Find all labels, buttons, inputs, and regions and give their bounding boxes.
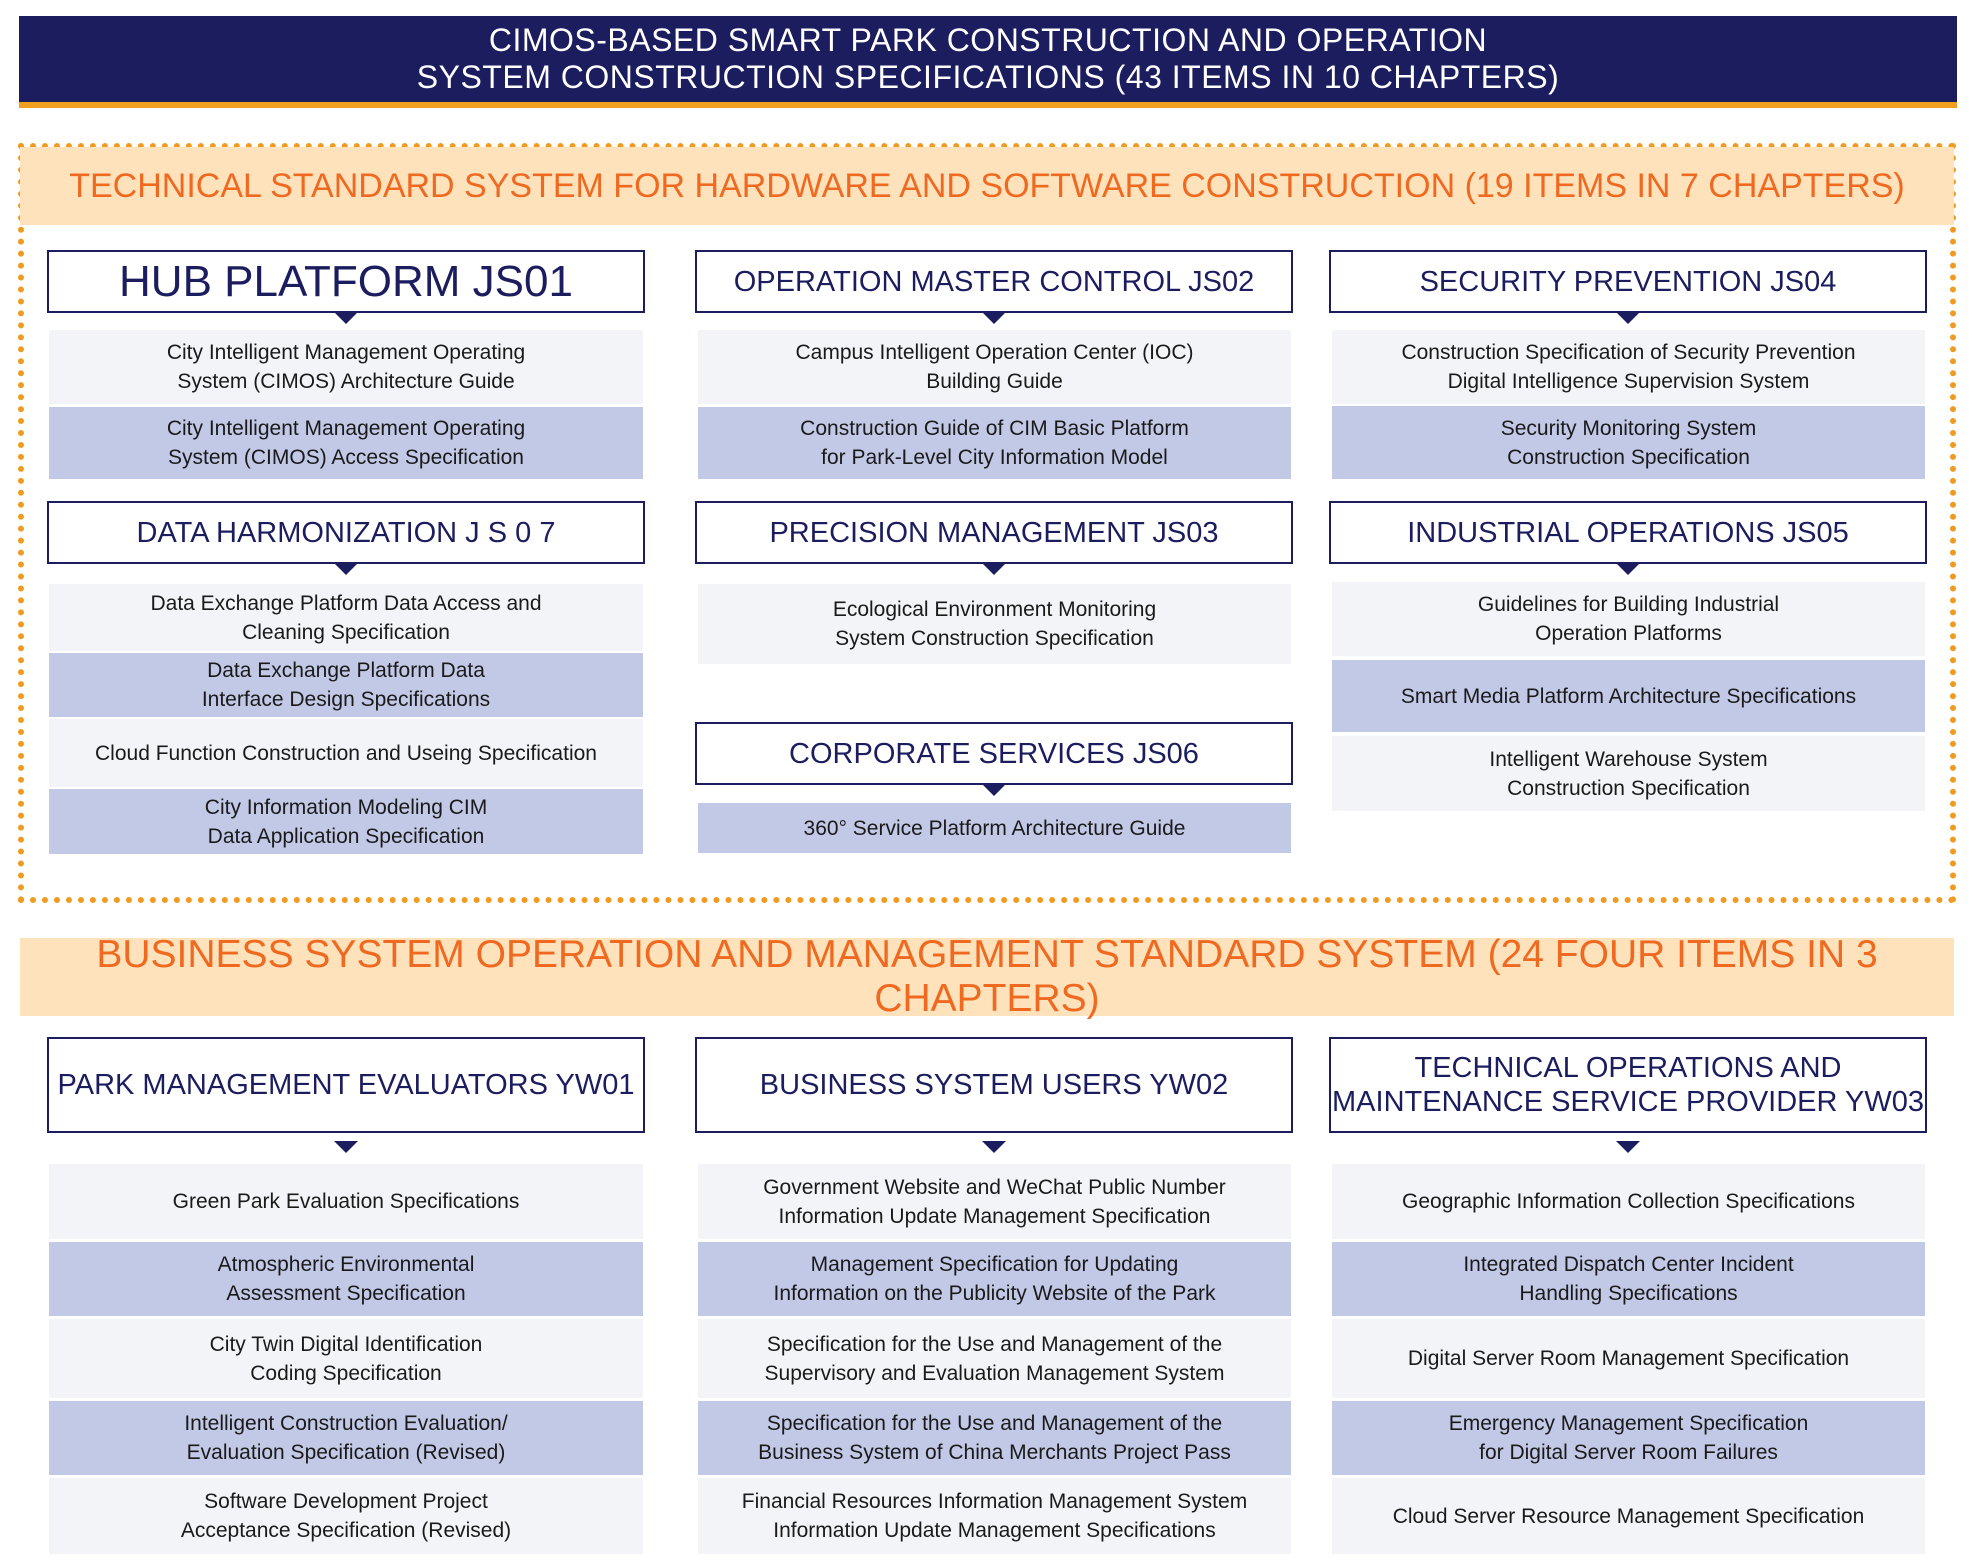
spec-item: Construction Specification of Security Prevention Digital Intelligence Supervision System: [1332, 330, 1925, 404]
spec-item: Intelligent Construction Evaluation/ Evaluation Specification (Revised): [49, 1401, 643, 1475]
spec-item: Cloud Server Resource Management Specification: [1332, 1478, 1925, 1554]
spec-item: Security Monitoring System Construction Specification: [1332, 406, 1925, 479]
category-technical-operations-yw03: TECHNICAL OPERATIONS AND MAINTENANCE SERVICE PROVIDER YW03: [1329, 1037, 1927, 1133]
category-park-management-evaluators-yw01: PARK MANAGEMENT EVALUATORS YW01: [47, 1037, 645, 1133]
spec-item: Intelligent Warehouse System Construction Specification: [1332, 736, 1925, 811]
business-section-title: BUSINESS SYSTEM OPERATION AND MANAGEMENT STANDARD SYSTEM (24 FOUR ITEMS IN 3 CHAPTERS): [20, 938, 1954, 1016]
spec-item: City Twin Digital Identification Coding Specification: [49, 1319, 643, 1398]
spec-item: Emergency Management Specification for Digital Server Room Failures: [1332, 1401, 1925, 1475]
spec-item: Data Exchange Platform Data Access and Cleaning Specification: [49, 584, 643, 651]
spec-item: City Information Modeling CIM Data Application Specification: [49, 789, 643, 854]
spec-item: Integrated Dispatch Center Incident Handling Specifications: [1332, 1242, 1925, 1316]
spec-item: Ecological Environment Monitoring System Construction Specification: [698, 584, 1291, 664]
spec-item: Government Website and WeChat Public Number Information Update Management Specification: [698, 1164, 1291, 1239]
spec-item: Management Specification for Updating Information on the Publicity Website of the Park: [698, 1242, 1291, 1316]
spec-item: Green Park Evaluation Specifications: [49, 1164, 643, 1239]
category-operation-master-control-js02: OPERATION MASTER CONTROL JS02: [695, 250, 1293, 313]
main-title-line-2: SYSTEM CONSTRUCTION SPECIFICATIONS (43 ITEMS IN 10 CHAPTERS): [416, 59, 1560, 95]
category-security-prevention-js04: SECURITY PREVENTION JS04: [1329, 250, 1927, 313]
category-hub-platform-js01: HUB PLATFORM JS01: [47, 250, 645, 313]
spec-item: Geographic Information Collection Specifications: [1332, 1164, 1925, 1239]
main-title-line-1: CIMOS-BASED SMART PARK CONSTRUCTION AND OPERATION: [488, 22, 1488, 58]
spec-item: Cloud Function Construction and Useing Specification: [49, 719, 643, 787]
category-precision-management-js03: PRECISION MANAGEMENT JS03: [695, 501, 1293, 564]
main-title-bar: [19, 16, 1957, 108]
spec-item: Construction Guide of CIM Basic Platform for Park-Level City Information Model: [698, 407, 1291, 479]
spec-item: Data Exchange Platform Data Interface Design Specifications: [49, 653, 643, 717]
category-data-harmonization-js07: DATA HARMONIZATION J S 0 7: [47, 501, 645, 564]
spec-item: Smart Media Platform Architecture Specifications: [1332, 660, 1925, 732]
spec-item: Financial Resources Information Management System Information Update Management Specifications: [698, 1478, 1291, 1554]
spec-item: 360° Service Platform Architecture Guide: [698, 803, 1291, 853]
spec-item: Campus Intelligent Operation Center (IOC) Building Guide: [698, 330, 1291, 404]
technical-section-title: TECHNICAL STANDARD SYSTEM FOR HARDWARE AND SOFTWARE CONSTRUCTION (19 ITEMS IN 7 CHAPTERS): [20, 147, 1954, 225]
category-corporate-services-js06: CORPORATE SERVICES JS06: [695, 722, 1293, 785]
spec-item: City Intelligent Management Operating System (CIMOS) Architecture Guide: [49, 330, 643, 404]
spec-item: Guidelines for Building Industrial Operation Platforms: [1332, 582, 1925, 656]
spec-item: City Intelligent Management Operating System (CIMOS) Access Specification: [49, 407, 643, 479]
spec-item: Software Development Project Acceptance Specification (Revised): [49, 1478, 643, 1554]
category-industrial-operations-js05: INDUSTRIAL OPERATIONS JS05: [1329, 501, 1927, 564]
spec-item: Specification for the Use and Management of the Business System of China Merchants Project Pass: [698, 1401, 1291, 1475]
spec-item: Specification for the Use and Management of the Supervisory and Evaluation Management System: [698, 1319, 1291, 1398]
spec-item: Atmospheric Environmental Assessment Specification: [49, 1242, 643, 1316]
category-business-system-users-yw02: BUSINESS SYSTEM USERS YW02: [695, 1037, 1293, 1133]
spec-item: Digital Server Room Management Specification: [1332, 1319, 1925, 1398]
